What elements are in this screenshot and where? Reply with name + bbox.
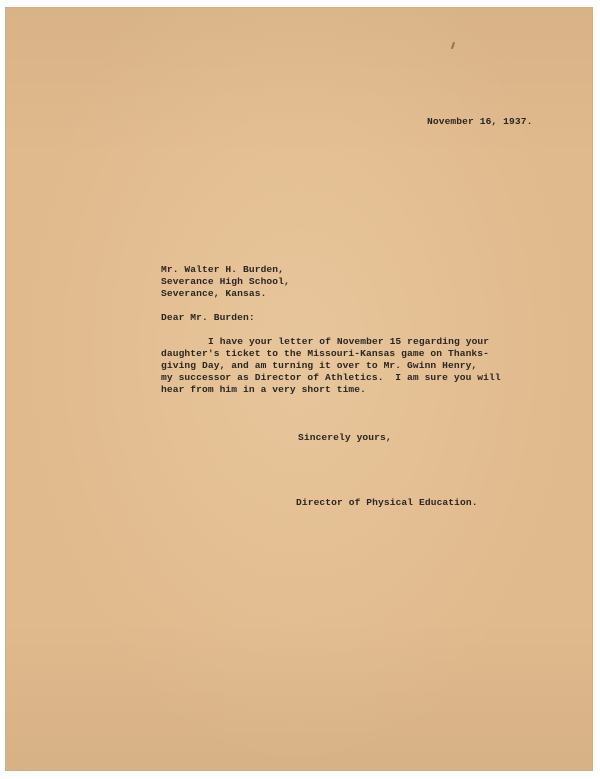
letter-date: November 16, 1937. — [427, 116, 533, 127]
salutation: Dear Mr. Burden: — [161, 312, 255, 323]
recipient-name: Mr. Walter H. Burden, — [161, 264, 285, 275]
letter-page — [6, 8, 592, 770]
signature-title: Director of Physical Education. — [296, 497, 478, 508]
recipient-school: Severance High School, — [161, 276, 290, 287]
body-line: my successor as Director of Athletics. I am sure you will — [161, 372, 501, 383]
recipient-city: Severance, Kansas. — [161, 288, 267, 299]
ink-mark — [451, 42, 455, 49]
closing: Sincerely yours, — [298, 432, 392, 443]
body-line: I have your letter of November 15 regarding your — [208, 336, 490, 347]
body-line: daughter's ticket to the Missouri-Kansas game on Thanks- — [161, 348, 490, 359]
body-line: hear from him in a very short time. — [161, 384, 367, 395]
body-line: giving Day, and am turning it over to Mr. Gwinn Henry, — [161, 360, 478, 371]
